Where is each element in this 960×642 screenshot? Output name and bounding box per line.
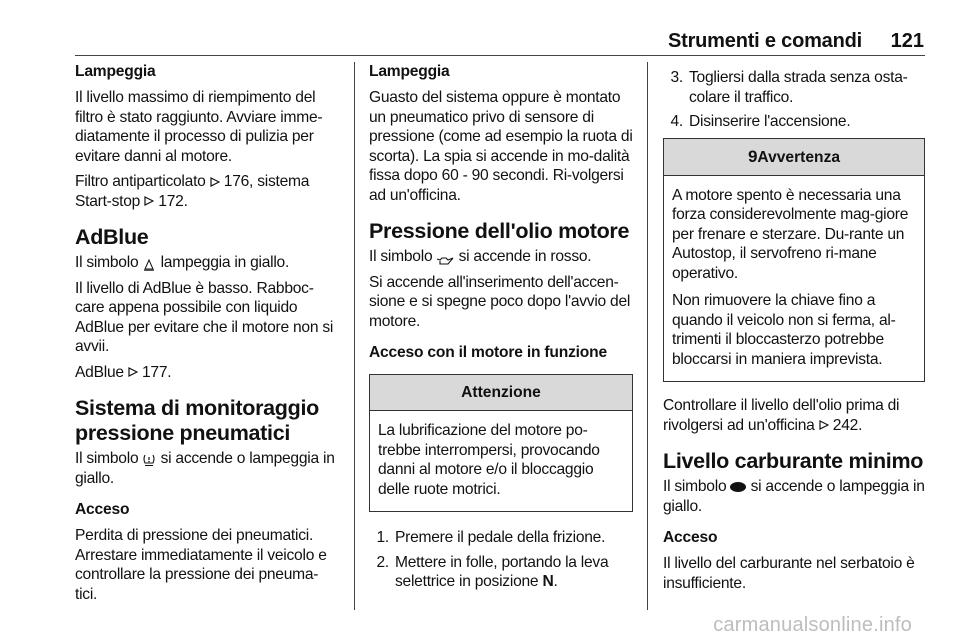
paragraph: Il livello di AdBlue è basso. Rabboc-care appena possibile con liquido AdBlue per evitare che il motore non si avvii.: [75, 279, 334, 355]
link-page-172[interactable]: 172.: [158, 192, 188, 210]
paragraph: Si accende all'inserimento dell'accen-sione e si spegne poco dopo l'avvio del motore.: [369, 273, 631, 330]
paragraph: Il simbolo lampeggia in giallo.: [75, 254, 290, 271]
section-heading-adblue: AdBlue: [75, 225, 149, 249]
tire-pressure-icon: [142, 453, 156, 465]
paragraph: Perdita di pressione dei pneumatici. Arrestare immediatamente il veicolo e controllare la pressione dei pneuma-tici.: [75, 527, 327, 603]
warning-box: [663, 138, 925, 383]
paragraph-crossref: Filtro antiparticolato 176, sistema Start-stop 172.: [75, 173, 310, 210]
column-divider-2: [647, 62, 648, 610]
list-item: 3. Togliersi dalla strada senza osta-colare il traffico.: [670, 69, 908, 106]
column-divider-1: [354, 62, 355, 610]
warning-box-body: A motore spento è necessaria una forza considerevolmente mag-giore per frenare e sterzare. Du-rante un Autostop, il servofreno ri-mane operativo. Non rimuovere la chiave fino a quando il veicolo non si ferma, al-trimenti il bloccasterzo potrebbe bloccarsi in maniera imprevista.: [672, 186, 909, 368]
fuel-level-icon: [730, 482, 746, 492]
page-reference-icon: [144, 196, 154, 206]
column-2: [369, 62, 633, 597]
section-heading-acceso: Acceso: [75, 501, 130, 518]
oil-can-icon: [436, 252, 454, 262]
page-reference-icon: [210, 177, 220, 187]
section-heading-lampeggia: Lampeggia: [75, 63, 156, 80]
section-heading-oil-pressure: Pressione dell'olio motore: [369, 219, 630, 243]
paragraph: Guasto del sistema oppure è montato un pneumatico privo di sensore di pressione (come ad esempio la ruota di scorta). La spia si accende in mo-dalità fissa dopo 60 - 90 secondi. Ri-volgersi ad un'officina.: [369, 89, 633, 204]
steps-list: [369, 528, 633, 592]
steps-list-continued: [663, 68, 925, 132]
page-number: 121: [890, 30, 924, 52]
list-item: 2. Mettere in folle, portando la leva selettrice in posizione N.: [376, 553, 609, 590]
page-reference-icon: [128, 367, 138, 377]
paragraph: Il simbolo si accende o lampeggia in giallo.: [75, 450, 335, 487]
paragraph: Il livello del carburante nel serbatoio è insufficiente.: [663, 555, 915, 592]
list-item: 4. Disinserire l'accensione.: [670, 113, 851, 130]
page-header-title: Strumenti e comandi: [667, 30, 862, 52]
warning-triangle-icon: 9: [747, 146, 758, 166]
warning-box-title: 9Avvertenza: [664, 139, 924, 176]
paragraph: Il simbolo si accende o lampeggia in giallo.: [663, 478, 925, 515]
caution-box: [369, 374, 633, 512]
link-page-177[interactable]: 177.: [141, 363, 172, 381]
adblue-warning-icon: [142, 257, 156, 269]
column-1: [75, 62, 340, 610]
caution-box-title: Attenzione: [370, 375, 632, 411]
paragraph-crossref: AdBlue 177.: [75, 363, 172, 381]
section-heading-acceso: Acceso: [663, 529, 718, 546]
page-reference-icon: [819, 420, 829, 430]
watermark: carmanualsonline.info: [713, 614, 912, 636]
paragraph: Il livello massimo di riempimento del filtro è stato raggiunto. Avviare imme-diatamente il processo di pulizia per evitare danni al motore.: [75, 89, 323, 165]
section-heading-lampeggia: Lampeggia: [369, 63, 450, 80]
section-heading-tpms: Sistema di monitoraggio pressione pneumatici: [75, 396, 319, 445]
caution-box-body: La lubrificazione del motore po-trebbe interrompersi, provocando danni al motore e/o il bloccaggio delle ruote motrici.: [378, 422, 600, 498]
link-page-176[interactable]: 176, sistema: [223, 173, 310, 190]
column-3: [663, 62, 925, 599]
list-item: 1. Premere il pedale della frizione.: [376, 529, 606, 546]
paragraph-crossref: Controllare il livello dell'olio prima di rivolgersi ad un'officina 242.: [663, 397, 900, 434]
header-rule: [75, 55, 925, 56]
link-page-242[interactable]: 242.: [832, 416, 863, 434]
section-heading-fuel-low: Livello carburante minimo: [663, 449, 924, 473]
section-heading-running: Acceso con il motore in funzione: [369, 344, 607, 361]
paragraph: Il simbolo si accende in rosso.: [369, 248, 592, 265]
